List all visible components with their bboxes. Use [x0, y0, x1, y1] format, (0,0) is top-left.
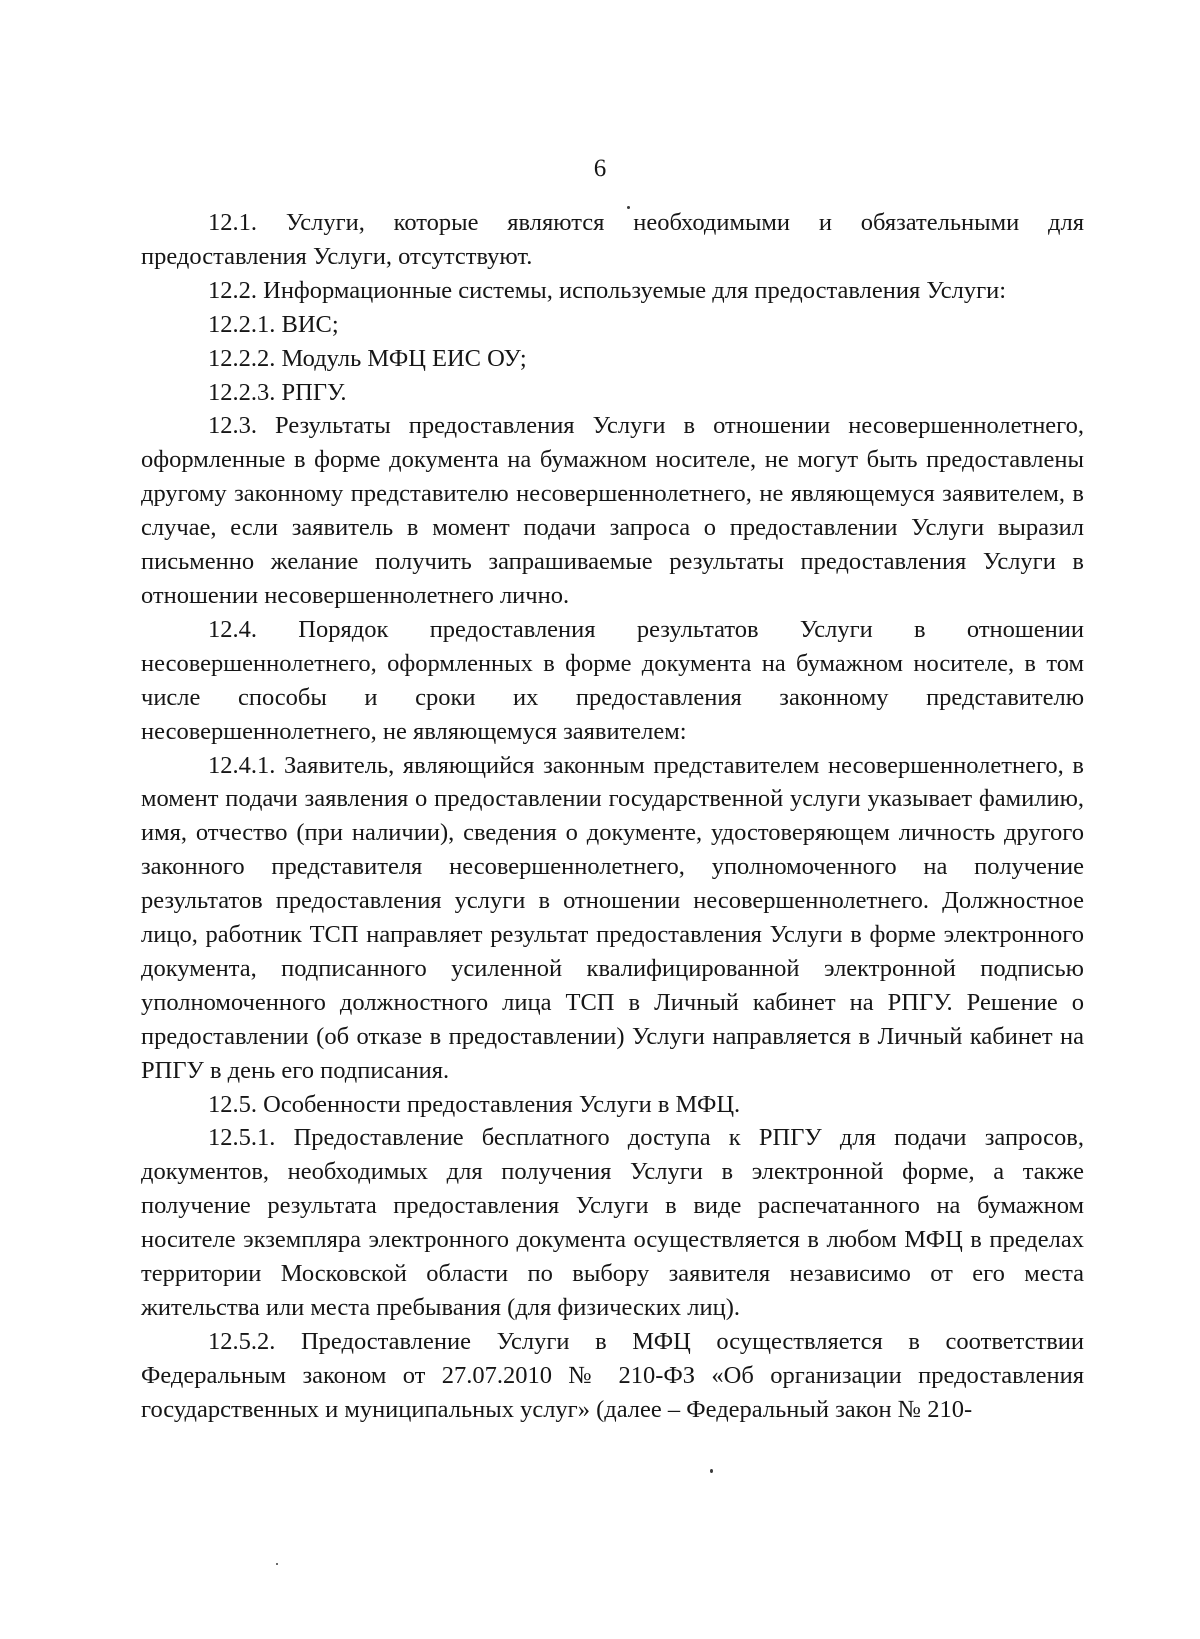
paragraph-12-4: 12.4. Порядок предоставления результатов Услуги в отношении несовершеннолетнего, оформленных в форме документа на бумажном носителе, в том числе способы и сроки их предоставления законному представителю несовершеннолетнего, не являющемуся заявителем: [141, 615, 1084, 745]
paragraph-12-2-2: 12.2.2. Модуль МФЦ ЕИС ОУ; [208, 344, 527, 372]
paragraph-12-4-1: 12.4.1. Заявитель, являющийся законным представителем несовершеннолетнего, в момент подачи заявления о предоставлении государственной услуги указывает фамилию, имя, отчество (при наличии), сведения о документе, удостоверяющем личность другого законного представителя несовершеннолетнего, уполномоченного на получение результатов предоставления услуги в отношении несовершеннолетнего. Должностное лицо, работник ТСП направляет результат предоставления Услуги в форме электронного документа, подписанного усиленной квалифицированной электронной подписью уполномоченного должностного лица ТСП в Личный кабинет на РПГУ. Решение о предоставлении (об отказе в предоставлении) Услуги направляется в Личный кабинет на РПГУ в день его подписания. [141, 751, 1084, 1084]
page-number: 6 [593, 155, 607, 182]
paragraph-12-1: 12.1. Услуги, которые являются необходимыми и обязательными для предоставления Услуги, отсутствуют. [141, 209, 1084, 270]
document-body [141, 206, 1084, 1427]
paragraph-12-2-3: 12.2.3. РПГУ. [208, 378, 347, 406]
paragraph-12-2-1: 12.2.1. ВИС; [208, 310, 339, 338]
scan-speck [276, 1563, 278, 1565]
paragraph-12-2: 12.2. Информационные системы, используемые для предоставления Услуги: [208, 276, 1007, 304]
scan-speck [710, 1469, 713, 1473]
paragraph-12-3: 12.3. Результаты предоставления Услуги в отношении несовершеннолетнего, оформленные в форме документа на бумажном носителе, не могут быть предоставлены другому законному представителю несовершеннолетнего, не являющемуся заявителем, в случае, если заявитель в момент подачи запроса о предоставлении Услуги выразил письменно желание получить запрашиваемые результаты предоставления Услуги в отношении несовершеннолетнего лично. [141, 412, 1084, 609]
paragraph-12-5-1: 12.5.1. Предоставление бесплатного доступа к РПГУ для подачи запросов, документов, необходимых для получения Услуги в электронной форме, а также получение результата предоставления Услуги в виде распечатанного на бумажном носителе экземпляра электронного документа осуществляется в любом МФЦ в пределах территории Московской области по выбору заявителя независимо от его места жительства или места пребывания (для физических лиц). [141, 1124, 1084, 1321]
scan-speck [627, 206, 630, 209]
paragraph-12-5-2: 12.5.2. Предоставление Услуги в МФЦ осуществляется в соответствии Федеральным законом от 27.07.2010 № 210-ФЗ «Об организации предоставления государственных и муниципальных услуг» (далее – Федеральный закон № 210- [141, 1327, 1084, 1423]
paragraph-12-5: 12.5. Особенности предоставления Услуги в МФЦ. [208, 1090, 741, 1118]
